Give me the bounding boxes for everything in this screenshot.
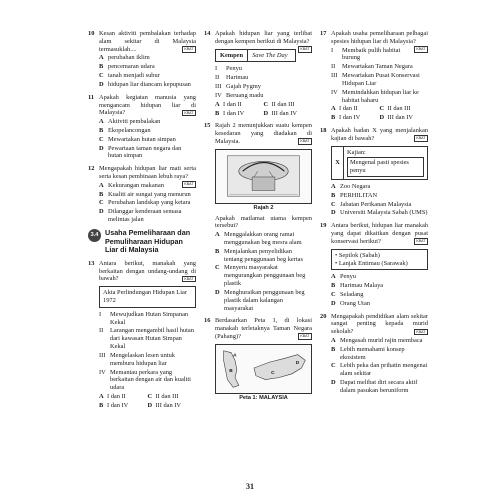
option-text: Mengasah murid rajin membaca	[340, 337, 423, 344]
kbat-badge: KBAT	[414, 329, 428, 336]
page-number: 31	[246, 482, 254, 491]
question-text: Antara berikut, hidupan liar manakah yang dapat dikaitkan dengan pusat konservasi berikut? KBAT	[331, 222, 428, 245]
question-number: 15	[204, 122, 211, 130]
option-letter: B	[99, 401, 104, 409]
option-letter: C	[99, 72, 104, 80]
question-20	[320, 313, 428, 395]
option-text: Menyeru masyarakat mengurangkan penggunaan beg plastik	[224, 264, 306, 288]
option-text: tanah menjadi subur	[108, 72, 160, 80]
statement-text: Mengelaskan lesen untuk memburu hidupan liar	[110, 351, 175, 367]
statement-text: Larangan mengambil hasil hutan dari kawasan Hutan Simpan Kekal	[110, 327, 194, 351]
option-text: Dapat melibat diri secara aktif dalam pasukan beruniform	[340, 379, 418, 394]
option-text: Kekurangan makanan	[108, 181, 164, 189]
option-text: perubahan iklim	[108, 54, 150, 62]
question-14	[204, 30, 312, 117]
option-letter: C	[331, 200, 336, 208]
roman-numeral: IV	[99, 368, 106, 376]
column-3	[320, 30, 428, 400]
question-number: 12	[88, 165, 95, 173]
question-text: Apakah kegiatan manusia yang mengancam hidupan liar di Malaysia? KBAT	[99, 93, 196, 117]
option-letter: D	[331, 299, 336, 307]
option-text: III dan IV	[271, 109, 298, 117]
poster-graphic	[216, 150, 311, 203]
option-letter: D	[215, 288, 220, 296]
question-17	[320, 30, 428, 122]
option-letter: A	[99, 118, 104, 126]
question-text: Mengapakah hidupan liar mati serta serta kesan pembinaan lebuh raya? KBAT	[99, 165, 196, 187]
question-number: 16	[204, 317, 211, 325]
option-text: Harimau Malaya	[340, 282, 384, 290]
statement-text: Memindahkan hidupan liar ke habitat baharu	[342, 88, 419, 104]
option-text: III dan IV	[387, 114, 414, 122]
option-text: hidupan liar diancam kepupusan	[108, 80, 191, 88]
option-letter: B	[331, 345, 336, 353]
study-box-label: X	[332, 147, 344, 179]
option-letter: C	[263, 100, 269, 108]
option-text: Dilanggar kenderaan semasa melintas jalan	[108, 208, 182, 224]
option-letter: A	[331, 273, 336, 281]
option-text: Seladang	[340, 290, 364, 298]
question-number: 18	[320, 126, 327, 134]
option-text: Menggalakkan orang ramai menggunakan beg mesra alam	[224, 231, 302, 246]
option-letter: B	[99, 63, 104, 71]
option-letter: C	[379, 105, 385, 113]
column-2	[204, 30, 312, 410]
question-text: Apakah hidupan liar yang terlibat dengan kempen berikut di Malaysia? KBAT	[215, 30, 312, 52]
roman-numeral: I	[215, 65, 218, 73]
roman-numeral: I	[99, 310, 102, 318]
option-letter: B	[331, 114, 336, 122]
option-text: Lebih memahami konsep ekosistem	[340, 345, 405, 361]
column-1	[88, 30, 196, 415]
roman-numeral: II	[99, 327, 104, 335]
option-text: Penyu	[340, 273, 356, 281]
option-letter: D	[331, 209, 336, 217]
roman-numeral: II	[331, 63, 336, 71]
map-label-c: C	[271, 370, 275, 376]
option-text: I dan IV	[223, 109, 245, 117]
roman-numeral: I	[331, 46, 334, 54]
option-text: Perubahan landskap yang ketara	[108, 199, 191, 207]
option-text: Orang Utan	[340, 299, 370, 307]
option-letter: B	[331, 282, 336, 290]
question-number: 13	[88, 259, 95, 267]
kbat-badge: KBAT	[298, 46, 312, 53]
roman-numeral: III	[99, 351, 106, 359]
section-heading	[88, 229, 196, 255]
statement-text: Mewartakan Pusat Konservasi Hidupan Liar	[342, 72, 420, 87]
question-text: Apakah usaha pemeliharaan pelbagai spesies hidupan liar di Malaysia? KBAT	[331, 30, 428, 52]
statement-text: Membaik pulih habitat burung	[342, 46, 401, 62]
option-text: I dan IV	[107, 401, 129, 409]
kbat-badge: KBAT	[298, 333, 312, 340]
kbat-badge: KBAT	[182, 110, 196, 117]
question-11	[88, 94, 196, 161]
question-19	[320, 222, 428, 307]
campaign-box	[215, 49, 296, 63]
question-15	[204, 122, 312, 312]
figure-caption: Rajah 2	[253, 204, 274, 211]
statement-text: Mewujudkan Hutan Simpanan Kekal	[110, 310, 189, 326]
kbat-badge: KBAT	[182, 181, 196, 188]
option-text: pencemaran udara	[108, 63, 155, 71]
option-letter: D	[147, 401, 153, 409]
option-text: Jabatan Perikanan Malaysia	[340, 200, 412, 208]
option-text: Universiti Malaysia Sabah (UMS)	[340, 209, 428, 217]
question-number: 14	[204, 30, 211, 37]
section-title: Usaha Pemeliharaan dan Pemuliharaan Hidupan Liar di Malaysia	[105, 227, 191, 255]
option-letter: B	[99, 190, 104, 198]
option-text: I dan II	[107, 392, 126, 400]
option-text: Zoo Negara	[340, 183, 371, 190]
kbat-badge: KBAT	[182, 46, 196, 53]
option-letter: C	[215, 264, 220, 272]
option-letter: B	[99, 126, 104, 134]
option-text: I dan IV	[339, 114, 361, 122]
option-letter: A	[215, 100, 220, 108]
roman-numeral: II	[215, 74, 220, 82]
option-text: II dan III	[387, 105, 411, 113]
option-text: II dan III	[155, 392, 179, 400]
section-number-badge: 3.4	[88, 229, 101, 242]
kbat-badge: KBAT	[182, 276, 196, 283]
question-text: Mengapakah pendidikan alam sekitar sangat penting kepada murid sekolah? KBAT	[331, 312, 428, 336]
question-text: Berdasarkan Peta 1, di lokasi manakah terletaknya Taman Negara (Pahang)? KBAT	[215, 317, 312, 340]
question-number: 19	[320, 222, 327, 230]
question-number: 11	[88, 93, 95, 101]
question-16	[204, 317, 312, 404]
option-text: Ekopelancongan	[108, 126, 151, 134]
question-text: Rajah 2 menunjukkan suatu kempen kesedaran yang diadakan di Malaysia. KBAT	[215, 122, 312, 145]
campaign-value: Save The Day	[252, 51, 288, 59]
question-10	[88, 30, 196, 89]
option-text: Lebih peka dan prihatin mengenai alam sekitar	[340, 362, 428, 378]
option-letter: A	[99, 181, 104, 189]
option-text: Aktiviti pembalakan	[108, 118, 161, 126]
question-text: Antara berikut, manakah yang berkaitan dengan undang-undang di bawah? KBAT	[99, 259, 196, 283]
statement-text: Mewartakan Taman Negara	[342, 63, 413, 71]
option-text: Pewartaan taman negara dan hutan simpan	[108, 144, 182, 160]
option-letter: A	[331, 337, 336, 344]
option-text: I dan II	[223, 100, 242, 108]
option-letter: D	[331, 379, 336, 387]
option-text: Menghuraikan penggunaan beg plastik dalam kalangan masyarakat	[224, 288, 305, 312]
map-caption: Peta 1: MALAYSIA	[239, 394, 288, 401]
kbat-badge: KBAT	[414, 135, 428, 142]
map-label-b: B	[229, 368, 233, 374]
option-text: Menjalankan penyelidikan tentang penggunaan beg kertas	[224, 247, 303, 263]
malaysia-map	[215, 344, 312, 394]
statement-text: Memantau perkara yang berkaitan dengan air dan kualiti udara	[110, 368, 191, 392]
option-text: Mewartakan hutan simpan	[108, 135, 176, 143]
option-text: Kualiti air sungai yang menurun	[108, 190, 191, 198]
roman-numeral: III	[215, 83, 222, 91]
option-letter: D	[379, 114, 385, 122]
kbat-badge: KBAT	[414, 46, 428, 53]
question-18	[320, 127, 428, 217]
roman-numeral: IV	[331, 88, 338, 96]
conservation-centre-list	[331, 249, 428, 271]
question-subtext: Apakah matlamat utama kempen tersebut?	[215, 214, 312, 230]
option-letter: C	[99, 199, 104, 207]
statement-text: Harimau	[226, 74, 249, 82]
map-graphic	[216, 345, 311, 393]
statement-text: Gajah Pygmy	[226, 83, 261, 91]
question-text: Kesan aktiviti pembalakan terhadap alam sekitar di Malaysia termasuklah.... KBAT	[99, 30, 196, 53]
kbat-badge: KBAT	[298, 138, 312, 145]
option-letter: C	[331, 362, 336, 370]
list-item: • Sepilok (Sabah)	[335, 251, 380, 259]
law-box: Akta Perlindungan Hidupan Liar 1972	[99, 286, 196, 308]
study-box-text: Mengenal pasti spesies penyu	[347, 157, 424, 177]
roman-numeral: III	[331, 72, 338, 80]
kbat-badge: KBAT	[414, 238, 428, 245]
campaign-poster-image	[215, 149, 312, 204]
option-letter: D	[99, 144, 104, 152]
option-letter: B	[215, 247, 220, 255]
statement-text: Beruang madu	[226, 91, 264, 99]
option-text: PERHILITAN	[340, 191, 378, 199]
option-letter: B	[331, 191, 336, 199]
campaign-label: Kempen	[216, 50, 248, 62]
map-label-d: D	[295, 360, 300, 366]
option-letter: C	[99, 135, 104, 143]
question-12	[88, 165, 196, 224]
option-letter: A	[215, 231, 220, 239]
option-letter: D	[99, 80, 104, 88]
option-letter: D	[99, 208, 104, 216]
option-letter: A	[331, 105, 336, 113]
question-number: 20	[320, 312, 327, 320]
question-13	[88, 260, 196, 410]
option-letter: D	[263, 109, 269, 117]
statement-text: Penyu	[226, 65, 242, 73]
study-box-title: Kajian:	[347, 148, 366, 156]
list-item: • Lanjak Entimau (Sarawak)	[335, 259, 408, 267]
option-letter: A	[99, 54, 104, 62]
option-text: III dan IV	[155, 401, 182, 409]
option-text: I dan II	[339, 105, 358, 113]
question-text: Apakah badan X yang menjalankan kajian di bawah? KBAT	[331, 126, 428, 142]
option-text: II dan III	[271, 100, 295, 108]
roman-numeral: IV	[215, 91, 222, 99]
question-number: 10	[88, 30, 95, 37]
option-letter: A	[331, 183, 336, 190]
option-letter: A	[99, 392, 104, 400]
map-label-a: A	[233, 353, 237, 359]
study-box	[331, 146, 428, 180]
option-letter: B	[215, 109, 220, 117]
option-letter: C	[147, 392, 153, 400]
question-number: 17	[320, 30, 327, 37]
option-letter: C	[331, 290, 336, 298]
